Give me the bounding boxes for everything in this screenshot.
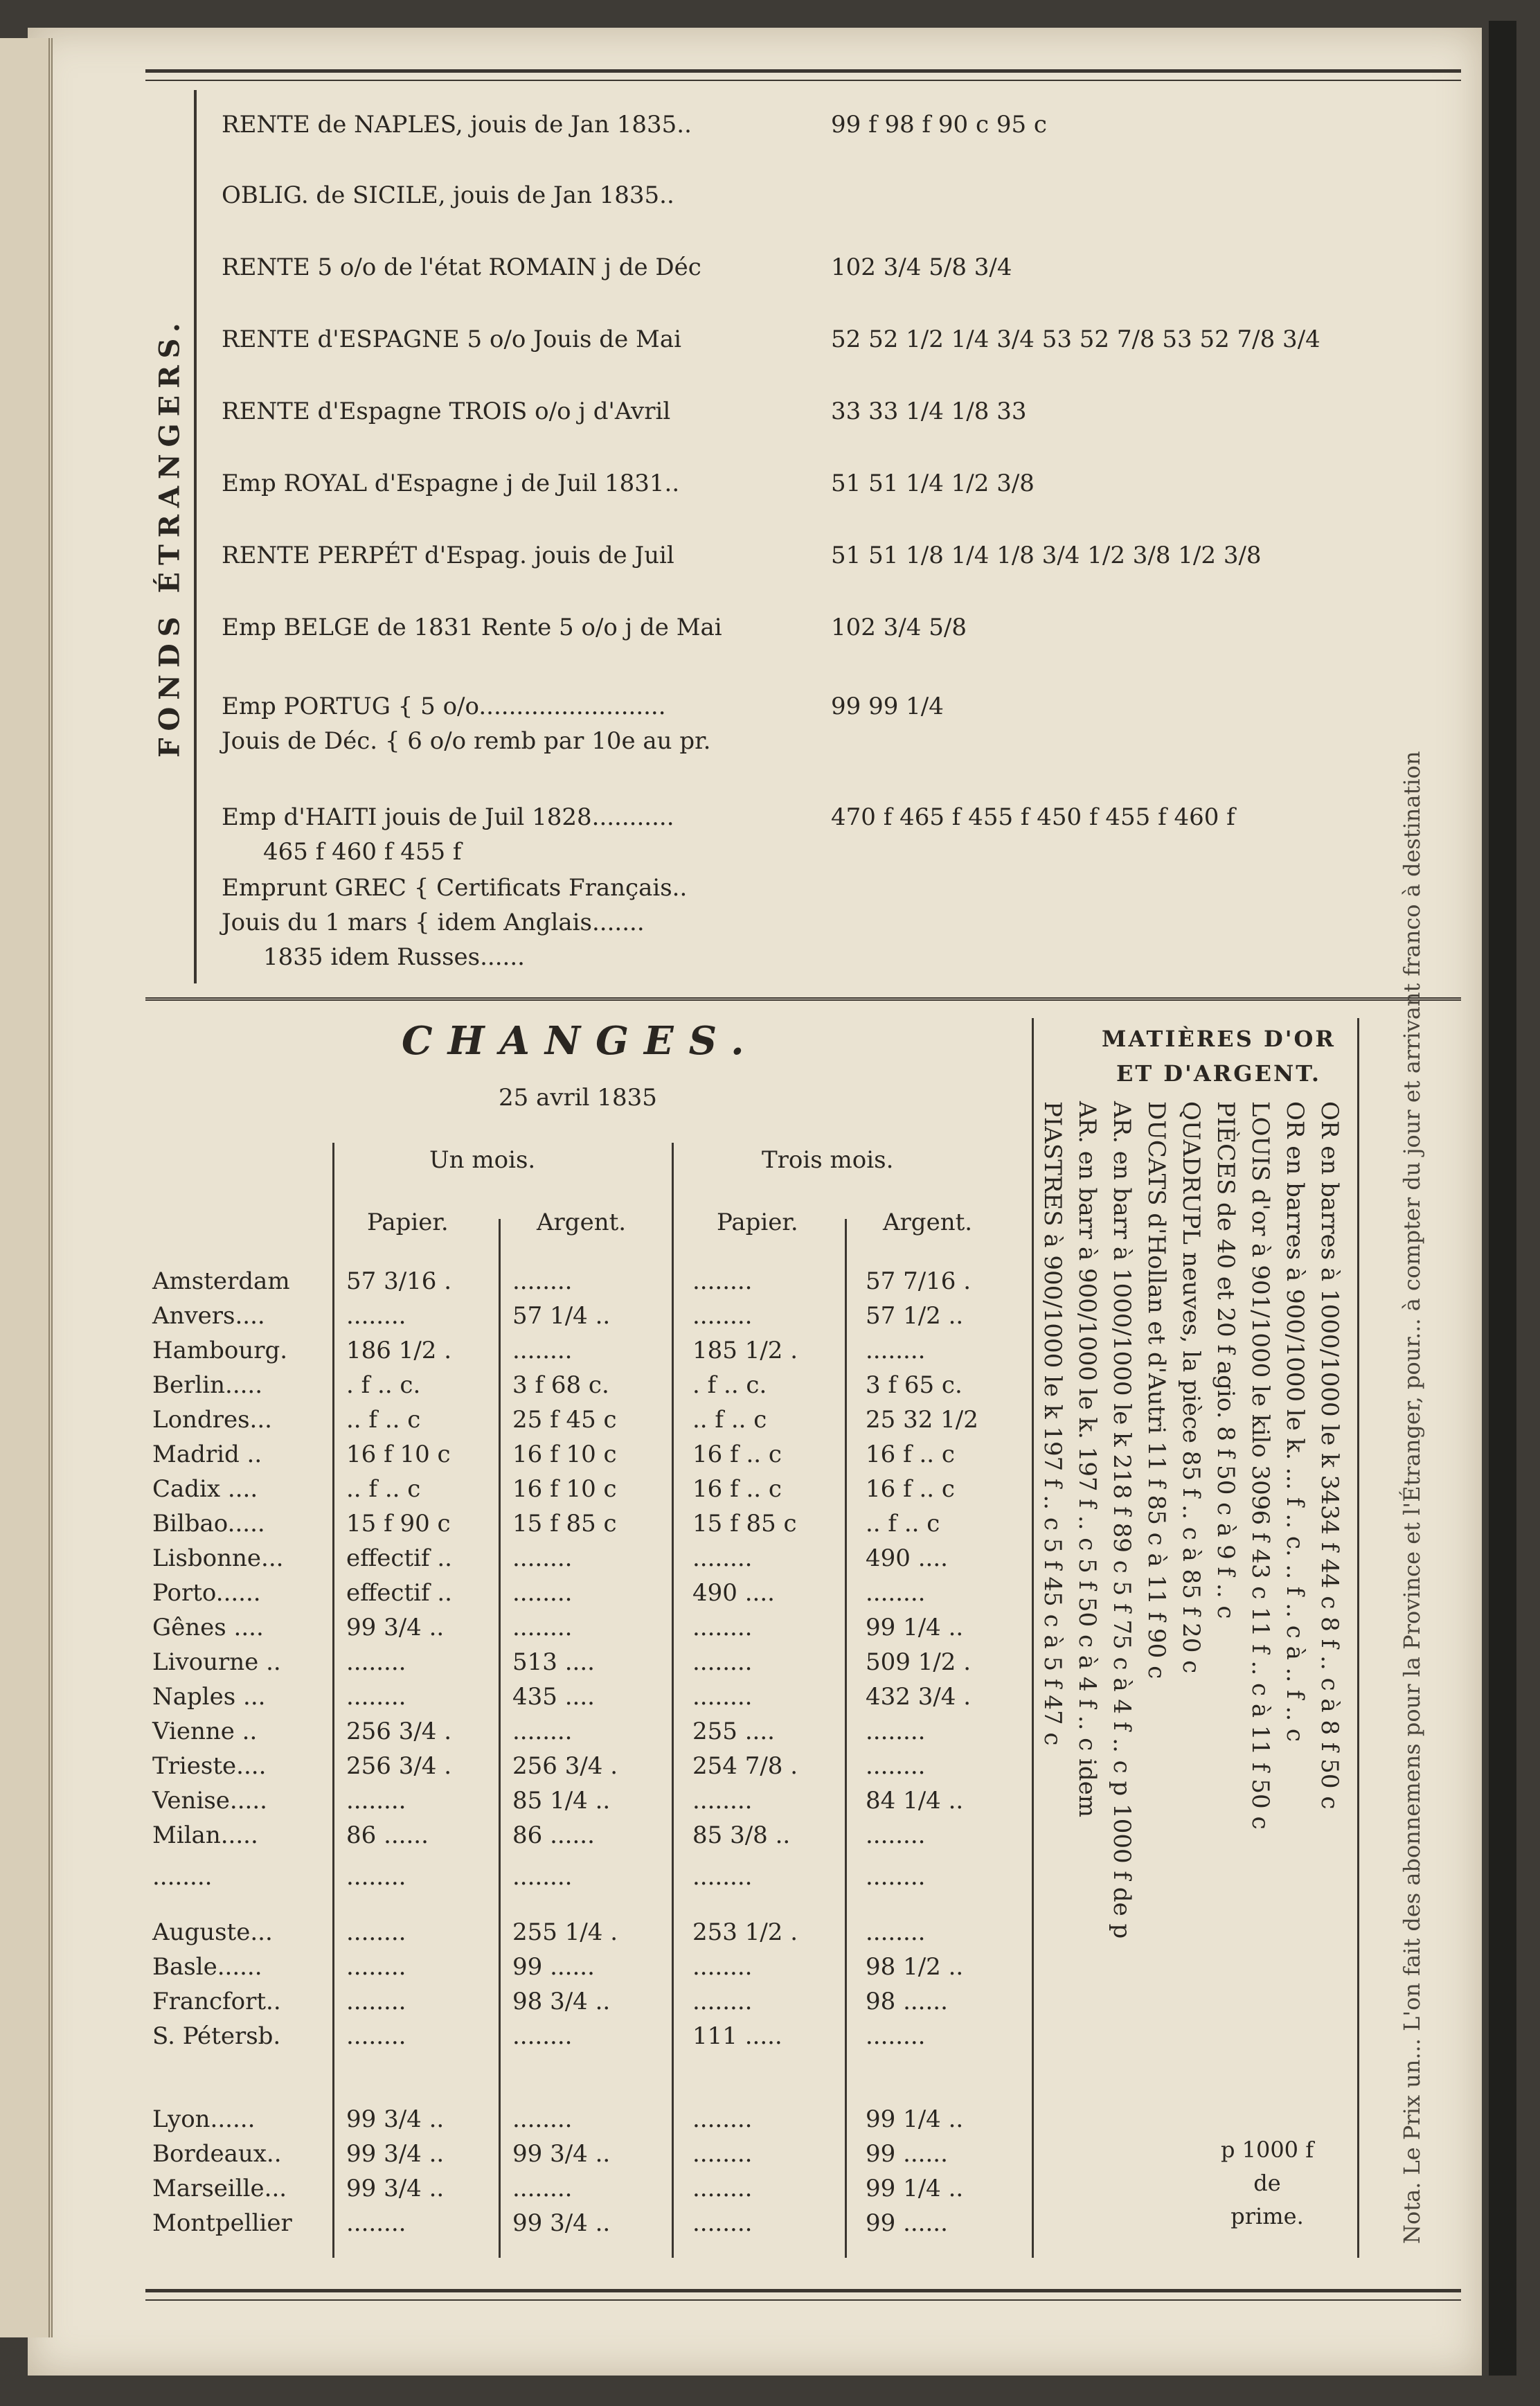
top-rule: [145, 69, 1461, 81]
table-row: Naples ... ........ 435 .... ........ 432 3/4 .: [152, 1683, 972, 1711]
fonds-row: RENTE d'ESPAGNE 5 o/o Jouis de Mai 52 52 1/2 1/4 3/4 53 52 7/8 53 52 7/8 3/4: [222, 326, 1320, 353]
table-row: Gênes .... 99 3/4 .. ........ ........ 99 1/4 ..: [152, 1614, 964, 1641]
fonds-etrangers-label-box: [145, 90, 197, 983]
matieres-line: OR en barres à 1000/1000 le k 3434 f 44 c 8 f .. c à 8 f 50 c: [1316, 1101, 1343, 1810]
fonds-row: RENTE de NAPLES, jouis de Jan 1835.. 99 f 98 f 90 c 95 c: [222, 111, 1047, 139]
table-row: Marseille... 99 3/4 .. ........ ........ 99 1/4 ..: [152, 2175, 964, 2202]
matieres-line: OR en barres à 900/1000 le k. ... f .. c. .. f .. c à .. f .. c: [1281, 1101, 1309, 1742]
matieres-line: LOUIS d'or à 901/1000 le kilo 3096 f 43 c 11 f .. c à 11 f 50 c: [1246, 1101, 1274, 1830]
changes-date: 25 avril 1835: [499, 1084, 657, 1112]
prime-line3: prime.: [1230, 2203, 1304, 2229]
section-separator: [145, 997, 1461, 1001]
fonds-row: Emp BELGE de 1831 Rente 5 o/o j de Mai 102 3/4 5/8: [222, 614, 967, 641]
table-row: Trieste.... 256 3/4 . 256 3/4 . 254 7/8 . ........: [152, 1752, 926, 1780]
matieres-title-line1: MATIÈRES D'OR: [1102, 1026, 1336, 1052]
table-row: Anvers.... ........ 57 1/4 .. ........ 57 1/2 ..: [152, 1302, 964, 1330]
fonds-row: RENTE d'Espagne TROIS o/o j d'Avril 33 33 1/4 1/8 33: [222, 398, 1027, 425]
header-argent-3: Argent.: [883, 1209, 973, 1236]
fonds-row: Jouis du 1 mars { idem Anglais.......: [222, 909, 645, 936]
matieres-line: AR. en barr à 1000/1000 le k 218 f 89 c 5 f 75 c à 4 f .. c p 1000 f de p: [1108, 1101, 1136, 1939]
header-trois-mois: Trois mois.: [762, 1146, 894, 1174]
table-row: Vienne .. 256 3/4 . ........ 255 .... ........: [152, 1718, 926, 1745]
matieres-title: [1080, 1022, 1357, 1091]
matieres-line: DUCATS d'Hollan et d'Autri 11 f 85 c à 11 f 90 c: [1143, 1101, 1170, 1679]
changes-title: CHANGES.: [402, 1018, 760, 1064]
margin-note-text: Nota. Le Prix un... L'on fait des abonnemens pour la Province et l'Étranger, pour... à compter du jour et arrivant franco à destination: [1399, 751, 1425, 2244]
table-row: Amsterdam 57 3/16 . ........ ........ 57 7/16 .: [152, 1267, 972, 1295]
margin-note: [1399, 751, 1440, 2244]
fonds-row: Emprunt GREC { Certificats Français..: [222, 874, 688, 902]
table-row: Madrid .. 16 f 10 c 16 f 10 c 16 f .. c 16 f .. c: [152, 1441, 955, 1468]
matieres-line: PIÈCES de 40 et 20 f agio. 8 f 50 c à 9 f .. c: [1212, 1101, 1239, 1619]
table-row: Basle...... ........ 99 ...... ........ 98 1/2 ..: [152, 1953, 964, 1981]
table-row: Londres... .. f .. c 25 f 45 c .. f .. c 25 32 1/2: [152, 1406, 978, 1434]
fonds-row: Emp d'HAITI jouis de Juil 1828........... 470 f 465 f 455 f 450 f 455 f 460 f: [222, 803, 1235, 831]
header-argent-1: Argent.: [537, 1209, 627, 1236]
fonds-row: Emp PORTUG { 5 o/o......................... 99 99 1/4: [222, 693, 944, 720]
prime-line1: p 1000 f: [1220, 2137, 1314, 2163]
bottom-rule: [145, 2289, 1461, 2301]
table-row: Livourne .. ........ 513 .... ........ 509 1/2 .: [152, 1648, 972, 1676]
header-un-mois: Un mois.: [429, 1146, 536, 1174]
matieres-line: PIASTRES à 900/1000 le k 197 f .. c 5 f 45 c à 5 f 47 c: [1039, 1101, 1066, 1746]
table-row: Auguste... ........ 255 1/4 . 253 1/2 . ........: [152, 1918, 926, 1946]
table-row: Venise..... ........ 85 1/4 .. ........ 84 1/4 ..: [152, 1787, 964, 1815]
table-row: Montpellier ........ 99 3/4 .. ........ 99 ......: [152, 2209, 948, 2237]
matieres-line: QUADRUPL neuves, la pièce 85 f .. c à 85 f 20 c: [1177, 1101, 1205, 1674]
matieres-list: [1039, 1101, 1343, 2237]
column-divider: [1032, 1018, 1034, 2258]
table-row: Bordeaux.. 99 3/4 .. 99 3/4 .. ........ 99 ......: [152, 2140, 948, 2168]
fonds-row: RENTE PERPÉT d'Espag. jouis de Juil 51 51 1/8 1/4 1/8 3/4 1/2 3/8 1/2 3/8: [222, 542, 1262, 569]
fonds-row: RENTE 5 o/o de l'état ROMAIN j de Déc 102 3/4 5/8 3/4: [222, 253, 1012, 281]
table-row: Bilbao..... 15 f 90 c 15 f 85 c 15 f 85 c .. f .. c: [152, 1510, 940, 1538]
table-row: [152, 2057, 1032, 2092]
table-row: Hambourg. 186 1/2 . ........ 185 1/2 . ........: [152, 1337, 926, 1364]
table-row: Lyon...... 99 3/4 .. ........ ........ 99 1/4 ..: [152, 2105, 964, 2133]
table-row: Milan..... 86 ...... 86 ...... 85 3/8 .. ........: [152, 1821, 926, 1849]
fonds-row: 465 f 460 f 455 f: [263, 838, 462, 866]
fonds-row: OBLIG. de SICILE, jouis de Jan 1835..: [222, 181, 674, 209]
table-row: ........ ........ ........ ........ ........: [152, 1863, 926, 1891]
fonds-row: 1835 idem Russes......: [263, 943, 525, 971]
binding-edge: [1489, 21, 1516, 2376]
header-papier-3: Papier.: [717, 1209, 798, 1236]
prime-line2: de: [1253, 2170, 1281, 2196]
fonds-row: Jouis de Déc. { 6 o/o remb par 10e au pr.: [222, 727, 711, 755]
table-row: Lisbonne... effectif .. ........ ........ 490 ....: [152, 1544, 948, 1572]
fonds-etrangers-label: FONDS ÉTRANGERS.: [153, 316, 186, 758]
header-papier-1: Papier.: [367, 1209, 449, 1236]
table-row: Cadix .... .. f .. c 16 f 10 c 16 f .. c 16 f .. c: [152, 1475, 955, 1503]
fonds-row: Emp ROYAL d'Espagne j de Juil 1831.. 51 51 1/4 1/2 3/8: [222, 470, 1035, 497]
prime-note: [1205, 2133, 1329, 2233]
page-edge-stack: [0, 38, 53, 2337]
matieres-line: AR. en barr à 900/1000 le k. 197 f .. c 5 f 50 c à 4 f .. c idem: [1073, 1101, 1101, 1818]
column-divider: [1357, 1018, 1359, 2258]
table-row: S. Pétersb. ........ ........ 111 ..... ........: [152, 2022, 926, 2050]
table-row: Francfort.. ........ 98 3/4 .. ........ 98 ......: [152, 1988, 948, 2015]
matieres-title-line2: ET D'ARGENT.: [1116, 1060, 1322, 1087]
table-row: Porto...... effectif .. ........ 490 .... ........: [152, 1579, 926, 1607]
table-row: Berlin..... . f .. c. 3 f 68 c. . f .. c. 3 f 65 c.: [152, 1371, 962, 1399]
